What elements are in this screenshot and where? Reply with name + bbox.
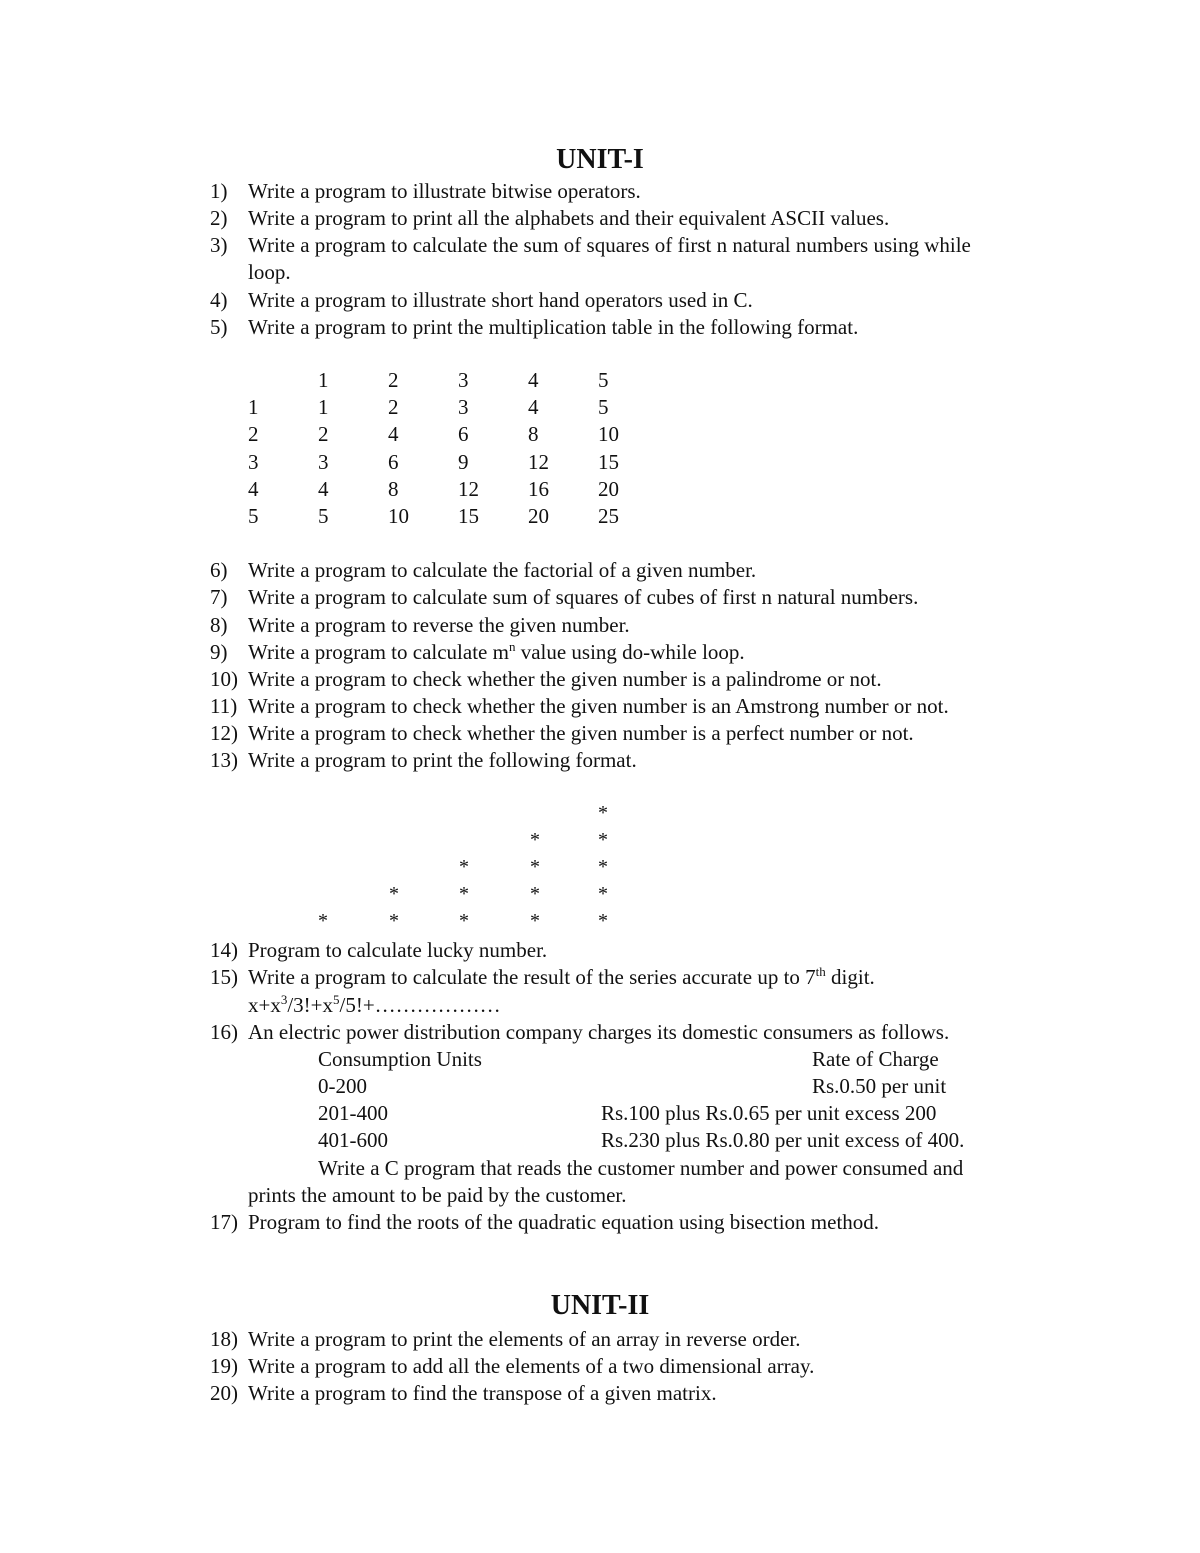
table-cell: 15 [598, 450, 619, 474]
star: * [598, 802, 608, 824]
item-number: 14) [210, 938, 238, 962]
table-cell: 20 [528, 504, 549, 528]
table-header-cell: 4 [528, 368, 539, 392]
star: * [459, 856, 469, 878]
item-number: 12) [210, 721, 238, 745]
item-number: 10) [210, 667, 238, 691]
item-number: 9) [210, 640, 228, 664]
item-text: Write a program to print the multiplication table in the following format. [248, 315, 859, 339]
table-cell: 25 [598, 504, 619, 528]
table-cell: 4 [318, 477, 329, 501]
table-cell: 5 [598, 395, 609, 419]
item-number: 3) [210, 233, 228, 257]
table-cell: 5 [318, 504, 329, 528]
table-cell: 3 [248, 450, 259, 474]
table-cell: 16 [528, 477, 549, 501]
tariff-units: 401-600 [318, 1128, 388, 1152]
item-text: Write a program to add all the elements of a two dimensional array. [248, 1354, 815, 1378]
item-text: Write a program to calculate the sum of squares of first n natural numbers using while [248, 233, 971, 257]
star: * [598, 829, 608, 851]
table-cell: 4 [388, 422, 399, 446]
table-cell: 4 [248, 477, 259, 501]
superscript: 3 [280, 992, 288, 1007]
table-cell: 12 [528, 450, 549, 474]
item-text: An electric power distribution company charges its domestic consumers as follows. [248, 1020, 950, 1044]
superscript: 5 [333, 992, 340, 1007]
star: * [598, 856, 608, 878]
item-text: Write a program to reverse the given number. [248, 613, 630, 637]
table-cell: 2 [388, 395, 399, 419]
item-number: 2) [210, 206, 228, 230]
item-text-pre: Write a program to calculate m [248, 640, 509, 664]
table-header-cell: 2 [388, 368, 399, 392]
item-text-continued: loop. [248, 260, 291, 284]
table-cell: 1 [248, 395, 259, 419]
unit-2-heading: UNIT-II [550, 1290, 650, 1321]
item-number: 19) [210, 1354, 238, 1378]
star: * [598, 910, 608, 932]
item-number: 11) [210, 694, 238, 718]
item-text: Write a program to check whether the given number is a palindrome or not. [248, 667, 882, 691]
tariff-units: 0-200 [318, 1074, 367, 1098]
item-number: 17) [210, 1210, 238, 1234]
item-text-post: value using do-while loop. [515, 640, 745, 664]
item-text-pre: Write a program to calculate the result of the series accurate up to 7 [248, 965, 816, 989]
item-number: 5) [210, 315, 228, 339]
item-number: 4) [210, 288, 228, 312]
table-cell: 5 [248, 504, 259, 528]
table-cell: 10 [388, 504, 409, 528]
item-text: Write a program to calculate the factorial of a given number. [248, 558, 757, 582]
item-text [248, 964, 875, 991]
table-cell: 3 [318, 450, 329, 474]
item-text: Program to calculate lucky number. [248, 938, 548, 962]
star: * [530, 829, 540, 851]
table-cell: 6 [458, 422, 469, 446]
tariff-rate: Rs.0.50 per unit [812, 1074, 947, 1098]
unit-1-heading: UNIT-I [556, 144, 644, 175]
item-text: Write a program to print the elements of an array in reverse order. [248, 1327, 801, 1351]
table-cell: 2 [248, 422, 259, 446]
table-cell: 1 [318, 395, 329, 419]
item-number: 20) [210, 1381, 238, 1405]
item-number: 15) [210, 965, 238, 989]
tariff-header-rate: Rate of Charge [812, 1047, 939, 1071]
table-header-cell: 5 [598, 368, 609, 392]
item-number: 13) [210, 748, 238, 772]
item-text: Write a program to print the following format. [248, 748, 637, 772]
table-cell: 10 [598, 422, 619, 446]
table-cell: 2 [318, 422, 329, 446]
series-expression [248, 992, 501, 1019]
star: * [598, 883, 608, 905]
item-number: 16) [210, 1020, 238, 1044]
table-cell: 20 [598, 477, 619, 501]
tariff-units: 201-400 [318, 1101, 388, 1125]
item-text: Write a program to calculate sum of squares of cubes of first n natural numbers. [248, 585, 919, 609]
item-text: Program to find the roots of the quadratic equation using bisection method. [248, 1210, 880, 1234]
item-text-post: digit. [825, 965, 875, 989]
item-text: Write a program to illustrate bitwise operators. [248, 179, 641, 203]
item-text: Write a program to find the transpose of a given matrix. [248, 1381, 717, 1405]
star: * [530, 883, 540, 905]
tariff-rate: Rs.100 plus Rs.0.65 per unit excess 200 [601, 1101, 937, 1125]
series-part: /3!+x [287, 993, 334, 1017]
item-number: 7) [210, 585, 228, 609]
table-cell: 6 [388, 450, 399, 474]
item-text [248, 639, 745, 666]
tariff-header-units: Consumption Units [318, 1047, 482, 1071]
table-cell: 12 [458, 477, 479, 501]
table-header-cell: 3 [458, 368, 469, 392]
star: * [530, 856, 540, 878]
table-cell: 8 [528, 422, 539, 446]
table-cell: 9 [458, 450, 469, 474]
star: * [459, 883, 469, 905]
table-cell: 8 [388, 477, 399, 501]
tariff-note-continued: prints the amount to be paid by the customer. [248, 1183, 627, 1207]
table-cell: 3 [458, 395, 469, 419]
star: * [530, 910, 540, 932]
table-cell: 15 [458, 504, 479, 528]
tariff-note: Write a C program that reads the customer number and power consumed and [318, 1156, 964, 1180]
superscript: th [815, 964, 826, 979]
item-number: 6) [210, 558, 228, 582]
star: * [389, 883, 399, 905]
series-part: x+x [248, 993, 281, 1017]
item-text: Write a program to check whether the given number is a perfect number or not. [248, 721, 914, 745]
item-text: Write a program to print all the alphabets and their equivalent ASCII values. [248, 206, 890, 230]
table-cell: 4 [528, 395, 539, 419]
item-text: Write a program to illustrate short hand operators used in C. [248, 288, 753, 312]
star: * [459, 910, 469, 932]
item-number: 1) [210, 179, 228, 203]
item-number: 18) [210, 1327, 238, 1351]
table-header-cell: 1 [318, 368, 329, 392]
item-number: 8) [210, 613, 228, 637]
star: * [318, 910, 328, 932]
series-part: /5!+……………… [339, 993, 501, 1017]
star: * [389, 910, 399, 932]
superscript: n [508, 639, 516, 654]
item-text: Write a program to check whether the given number is an Amstrong number or not. [248, 694, 949, 718]
tariff-rate: Rs.230 plus Rs.0.80 per unit excess of 400. [601, 1128, 965, 1152]
